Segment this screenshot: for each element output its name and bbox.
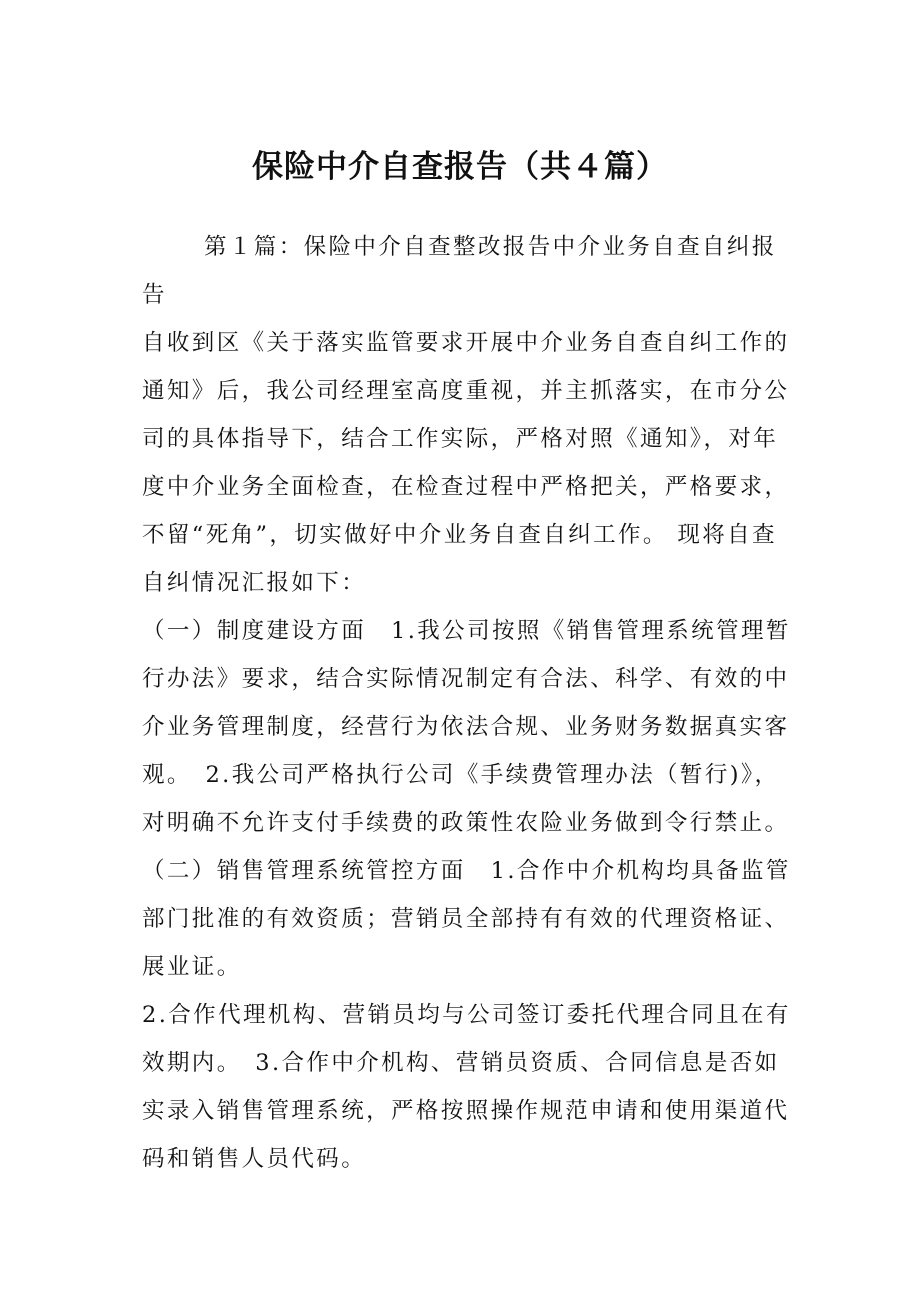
body-line: 自收到区《关于落实监管要求开展中介业务自查自纠工作的 bbox=[142, 330, 790, 356]
body-line: （二）销售管理系统管控方面 1.合作中介机构均具备监管 bbox=[142, 858, 791, 884]
body-line: 对明确不允许支付手续费的政策性农险业务做到令行禁止。 bbox=[142, 810, 790, 836]
body-line: 观。 2.我公司严格执行公司《手续费管理办法（暂行)》， bbox=[142, 762, 780, 788]
body-line: 第１篇：保险中介自查整改报告中介业务自查自纠报 bbox=[204, 234, 777, 260]
body-line: 展业证。 bbox=[142, 954, 242, 980]
body-line: 行办法》要求，结合实际情况制定有合法、科学、有效的中 bbox=[142, 666, 790, 692]
document-title: 保险中介自查报告（共４篇） bbox=[252, 149, 668, 185]
body-line: 介业务管理制度，经营行为依法合规、业务财务数据真实客 bbox=[142, 714, 790, 740]
body-line: 2.合作代理机构、营销员均与公司签订委托代理合同且在有 bbox=[142, 1002, 791, 1028]
body-line: 不留“死角”，切实做好中介业务自查自纠工作。 现将自查 bbox=[142, 522, 777, 548]
body-line: 效期内。 3.合作中介机构、营销员资质、合同信息是否如 bbox=[142, 1050, 780, 1076]
body-line: 自纠情况汇报如下： bbox=[142, 570, 367, 596]
body-line: 司的具体指导下，结合工作实际，严格对照《通知》，对年 bbox=[142, 426, 779, 452]
body-line: 部门批准的有效资质；营销员全部持有有效的代理资格证、 bbox=[142, 906, 790, 932]
body-line: 告 bbox=[142, 282, 167, 308]
body-line: 度中介业务全面检查，在检查过程中严格把关，严格要求， bbox=[142, 474, 790, 500]
document-body bbox=[142, 223, 797, 1183]
body-line: 实录入销售管理系统，严格按照操作规范申请和使用渠道代 bbox=[142, 1098, 790, 1124]
body-line: 通知》后，我公司经理室高度重视，并主抓落实，在市分公 bbox=[142, 378, 790, 404]
body-line: 码和销售人员代码。 bbox=[142, 1146, 367, 1172]
body-line: （一）制度建设方面 1.我公司按照《销售管理系统管理暂 bbox=[142, 618, 791, 644]
